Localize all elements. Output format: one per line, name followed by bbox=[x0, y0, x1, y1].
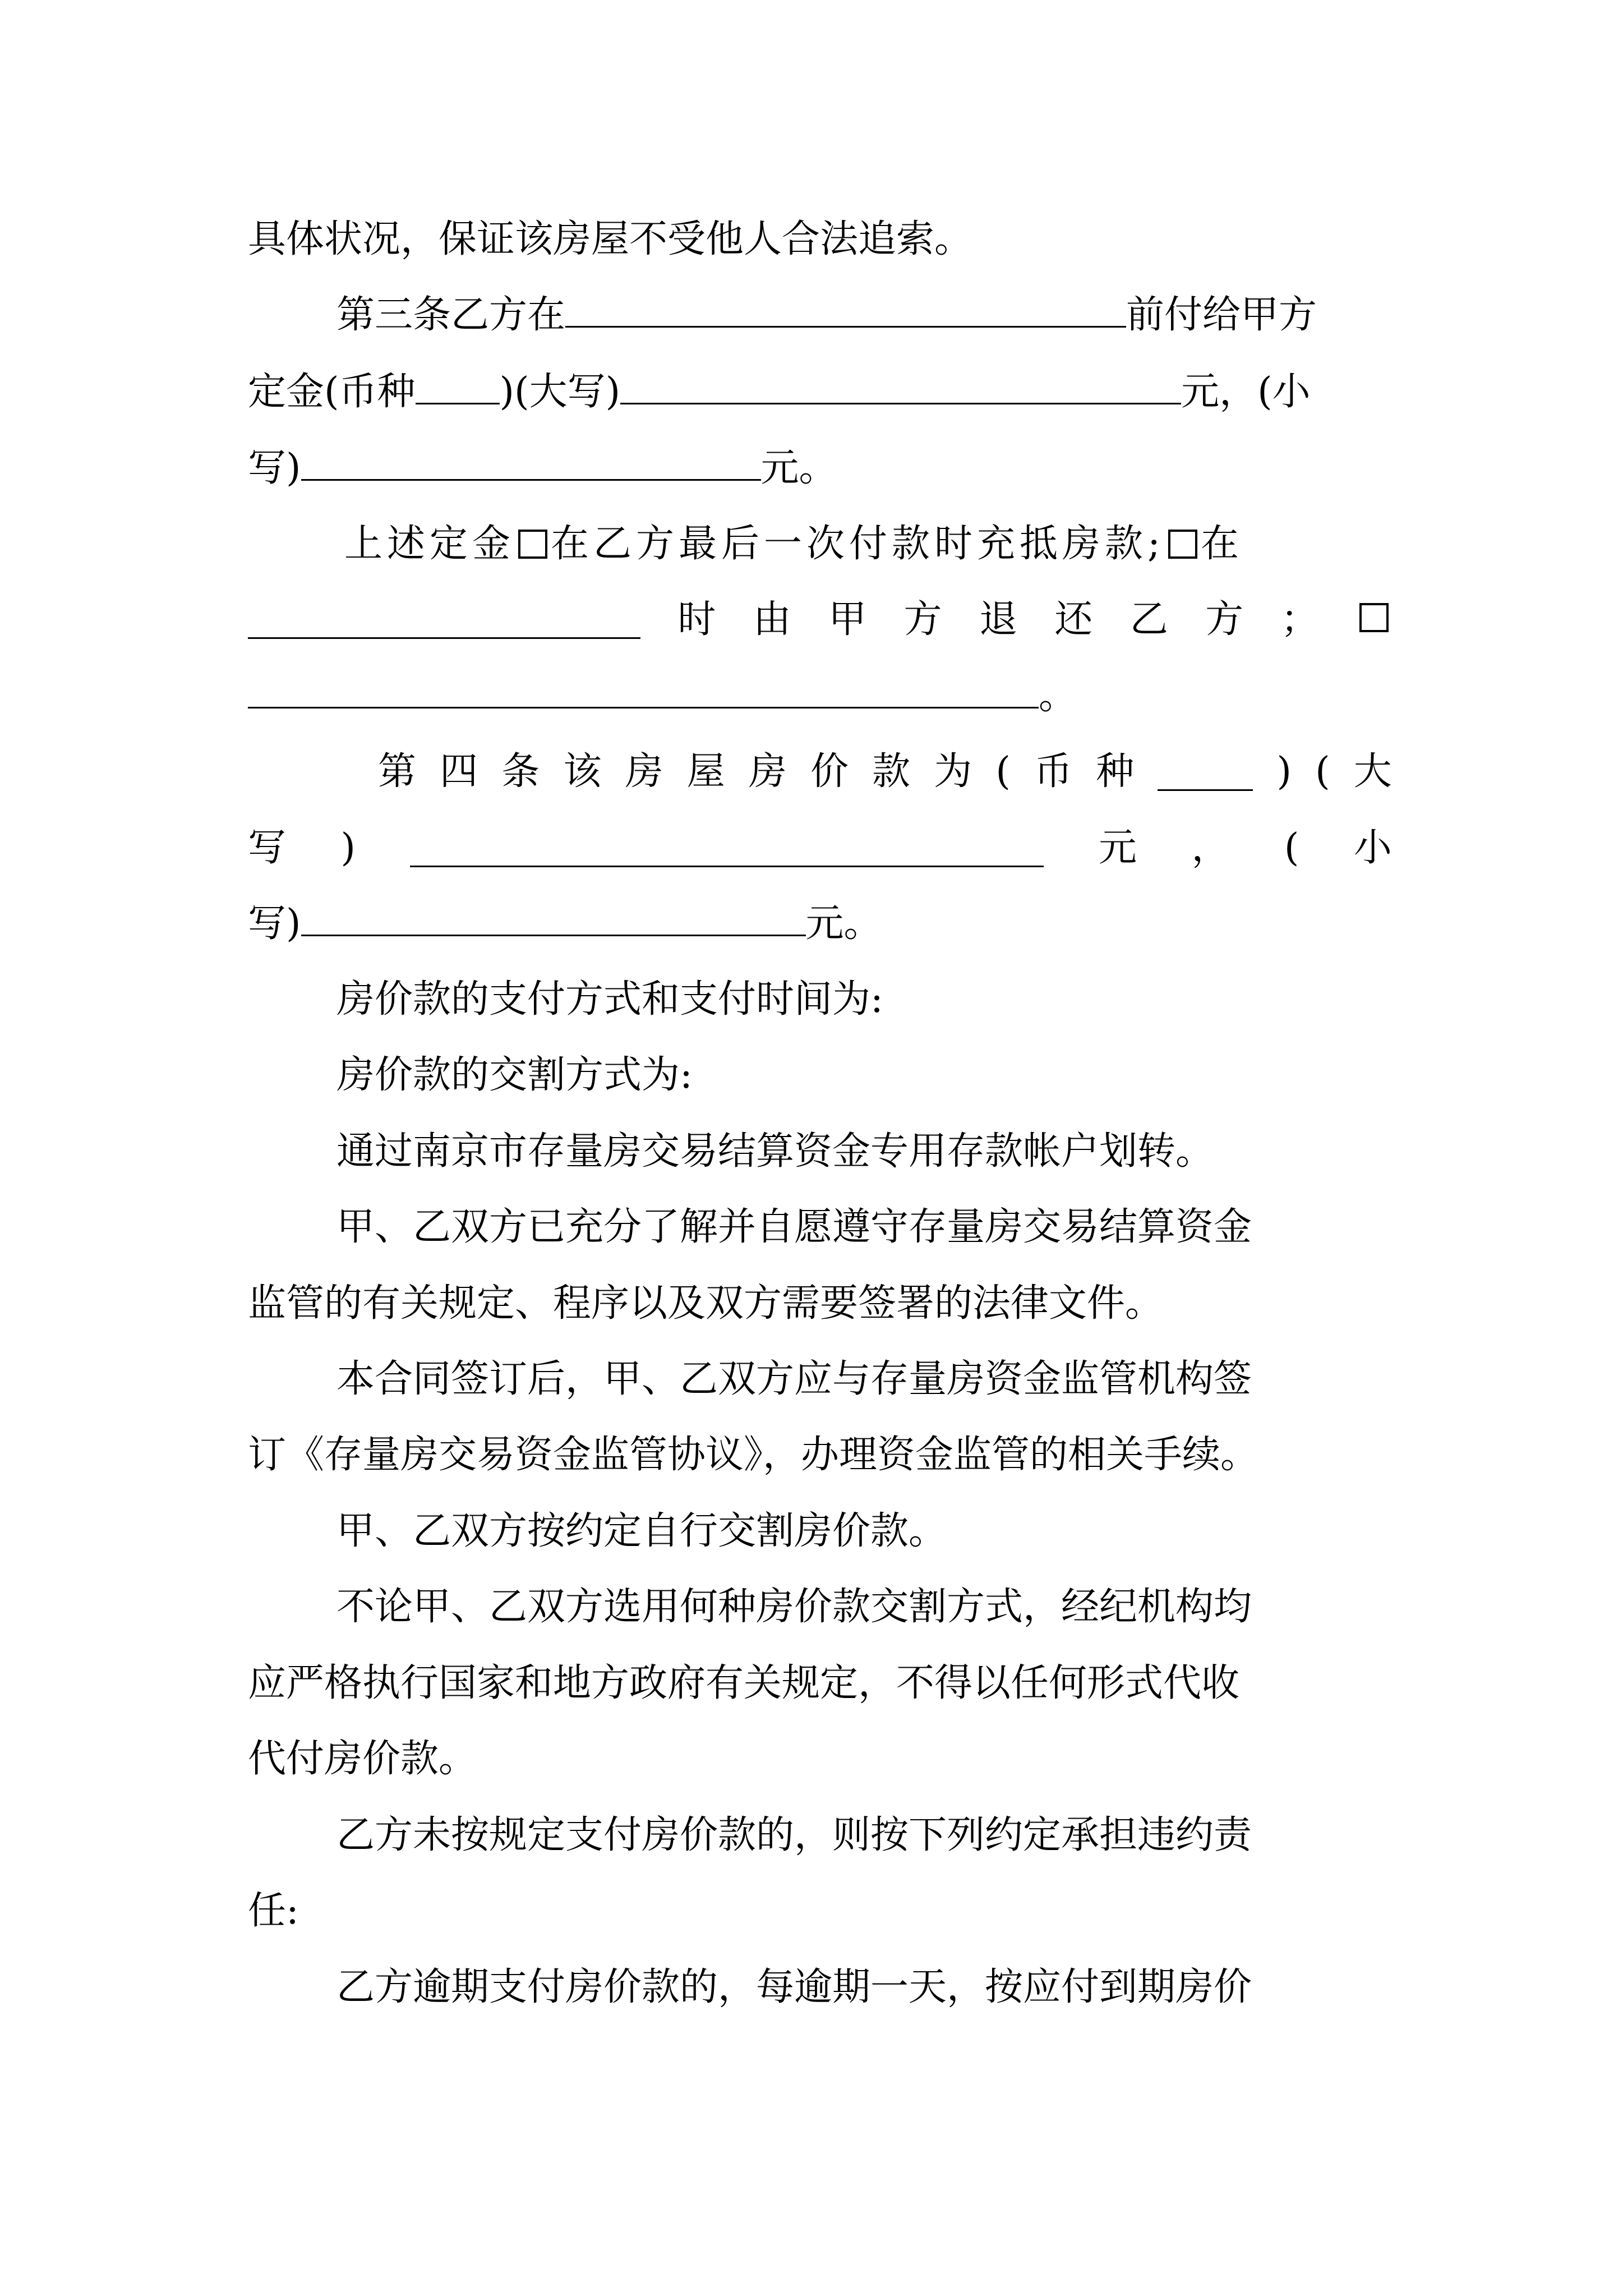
amount-uppercase-blank bbox=[620, 367, 1181, 404]
article-4-line: 第 四 条 该 房 屋 房 价 款 为 ( 币 种 ) ( 大 bbox=[378, 749, 1392, 794]
price-lowercase-blank bbox=[301, 899, 806, 936]
text-line: 应严格执行国家和地方政府有关规定，不得以任何形式代收 bbox=[248, 1661, 1240, 1705]
price-uppercase-blank bbox=[410, 830, 1044, 867]
text-line: 本合同签订后，甲、乙双方应与存量房资金监管机构签 bbox=[336, 1357, 1252, 1401]
text-line: 通过南京市存量房交易结算资金专用存款帐户划转。 bbox=[336, 1129, 1214, 1174]
amount-lowercase-blank bbox=[301, 443, 761, 481]
text-line: 任: bbox=[248, 1889, 299, 1933]
refund-time-blank bbox=[248, 601, 640, 639]
text-line: 房价款的支付方式和支付时间为: bbox=[336, 977, 883, 1022]
deposit-lowercase-line: 写) 元。 bbox=[248, 440, 1392, 496]
other-option-line: 。 bbox=[248, 668, 1392, 724]
article-3-line: 第三条乙方在 前付给甲方 bbox=[336, 287, 1392, 343]
deposit-options-line: 上述定金 在乙方最后一次付款时充抵房款; 在 bbox=[344, 522, 1239, 566]
text-line: 甲、乙双方已充分了解并自愿遵守存量房交易结算资金 bbox=[336, 1205, 1252, 1249]
refund-line: 时 由 甲 方 退 还 乙 方 ； bbox=[248, 592, 1392, 648]
text-line: 乙方未按规定支付房价款的，则按下列约定承担违约责 bbox=[336, 1813, 1252, 1857]
text-line: 房价款的交割方式为: bbox=[336, 1053, 693, 1097]
text-line: 监管的有关规定、程序以及双方需要签署的法律文件。 bbox=[248, 1281, 1164, 1326]
deposit-line: 定金(币种 )(大写) 元，(小 bbox=[248, 364, 1392, 420]
currency-blank bbox=[1158, 753, 1253, 791]
text-line: 订《存量房交易资金监管协议》，办理资金监管的相关手续。 bbox=[248, 1433, 1259, 1477]
currency-blank bbox=[416, 367, 500, 404]
date-blank bbox=[565, 290, 1126, 328]
text-line: 乙方逾期支付房价款的，每逾期一天，按应付到期房价 bbox=[336, 1965, 1252, 2009]
checkbox-option-2[interactable] bbox=[1168, 530, 1197, 559]
other-option-blank bbox=[248, 671, 1039, 708]
checkbox-option-1[interactable] bbox=[518, 530, 547, 559]
text-line: 不论甲、乙双方选用何种房价款交割方式，经纪机构均 bbox=[336, 1585, 1252, 1629]
text-line: 甲、乙双方按约定自行交割房价款。 bbox=[336, 1509, 947, 1553]
text-line: 代付房价款。 bbox=[248, 1737, 477, 1781]
price-uppercase-line: 写 ) 元 ， ( 小 bbox=[248, 826, 1392, 870]
text-line: 具体状况，保证该房屋不受他人合法追索。 bbox=[248, 217, 973, 261]
checkbox-option-3[interactable] bbox=[1359, 603, 1389, 632]
price-lowercase-line: 写) 元。 bbox=[248, 896, 1392, 952]
